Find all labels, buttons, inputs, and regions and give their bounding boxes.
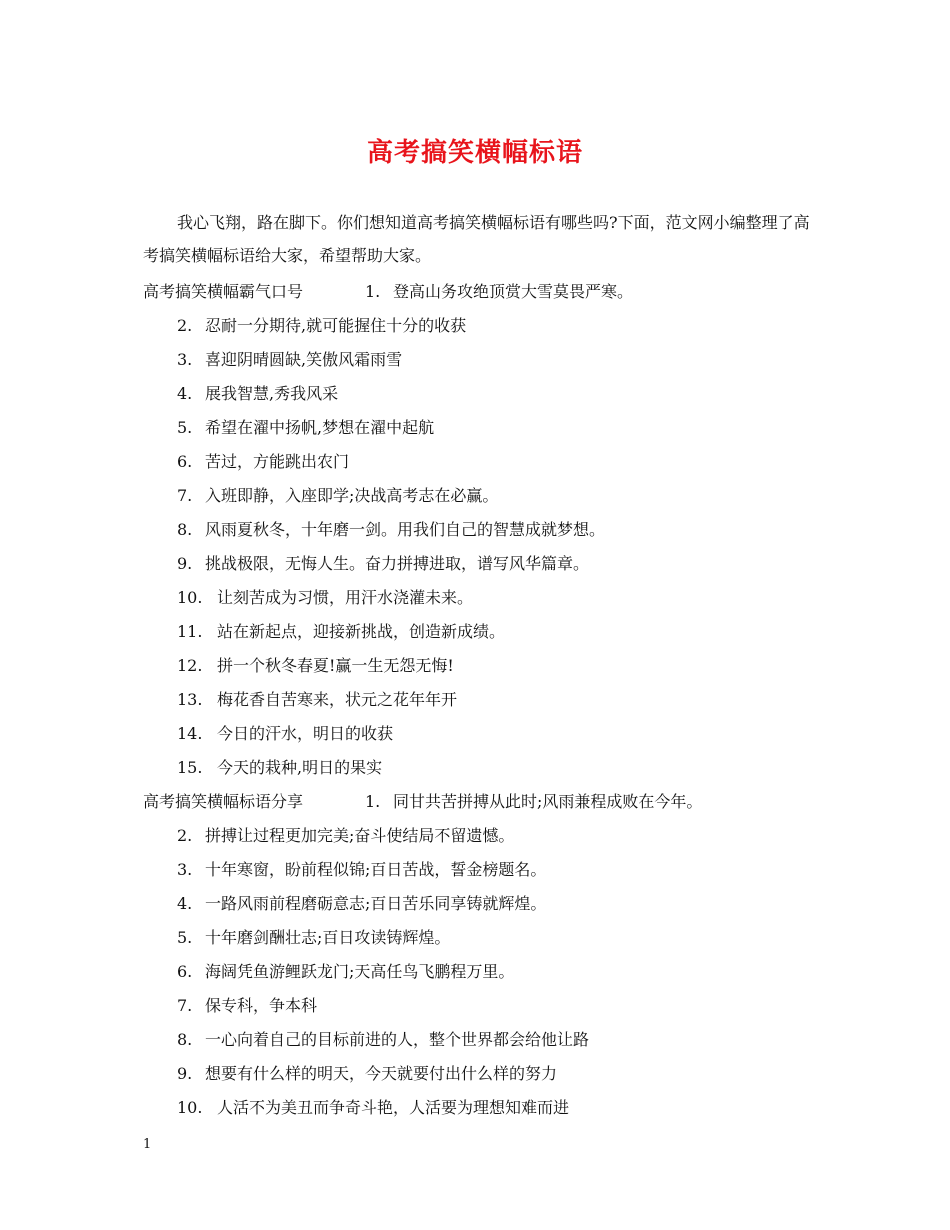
item-text: 一路风雨前程磨砺意志;百日苦乐同享铸就辉煌。 <box>205 894 547 913</box>
list-item <box>143 309 823 343</box>
list-item <box>143 1091 823 1125</box>
list-item <box>143 445 823 479</box>
item-number: 4. <box>177 384 193 403</box>
item-text: 入班即静，入座即学;决战高考志在必赢。 <box>205 486 499 505</box>
item-text: 十年寒窗，盼前程似锦;百日苦战，誓金榜题名。 <box>205 860 547 879</box>
slogan-list <box>143 275 823 1125</box>
item-text: 让刻苦成为习惯，用汗水浇灌未来。 <box>217 588 474 607</box>
item-number: 7. <box>177 486 193 505</box>
list-item <box>143 513 823 547</box>
item-text: 今天的栽种,明日的果实 <box>217 758 383 777</box>
item-number: 9. <box>177 1064 193 1083</box>
item-text: 希望在濯中扬帆,梦想在濯中起航 <box>205 418 435 437</box>
item-number: 5. <box>177 418 193 437</box>
section-heading: 高考搞笑横幅霸气口号 <box>143 282 304 301</box>
item-text: 梅花香自苦寒来，状元之花年年开 <box>217 690 458 709</box>
list-item <box>143 921 823 955</box>
item-text: 登高山务攻绝顶赏大雪莫畏严寒。 <box>393 282 634 301</box>
item-text: 喜迎阴晴圆缺,笑傲风霜雨雪 <box>205 350 403 369</box>
item-number: 3. <box>177 350 193 369</box>
item-text: 保专科，争本科 <box>205 996 318 1015</box>
item-number: 6. <box>177 962 193 981</box>
page-title: 高考搞笑横幅标语 <box>366 138 583 168</box>
item-text: 忍耐一分期待,就可能握住十分的收获 <box>205 316 467 335</box>
item-number: 6. <box>177 452 193 471</box>
list-item <box>143 581 823 615</box>
item-number: 9. <box>177 554 193 573</box>
item-number: 15. <box>177 758 203 777</box>
item-number: 2. <box>177 826 193 845</box>
list-item <box>143 887 823 921</box>
item-text: 同甘共苦拼搏从此时;风雨兼程成败在今年。 <box>393 792 703 811</box>
item-text: 站在新起点，迎接新挑战，创造新成绩。 <box>217 622 506 641</box>
item-number: 10. <box>177 588 203 607</box>
list-item <box>143 853 823 887</box>
item-text: 今日的汗水，明日的收获 <box>217 724 394 743</box>
list-item <box>143 547 823 581</box>
list-item <box>143 989 823 1023</box>
list-item <box>143 955 823 989</box>
list-item <box>143 683 823 717</box>
item-number: 12. <box>177 656 203 675</box>
intro-paragraph: 我心飞翔，路在脚下。你们想知道高考搞笑横幅标语有哪些吗?下面，范文网小编整理了高考搞笑横幅标语给大家，希望帮助大家。 <box>143 213 810 265</box>
item-text: 挑战极限，无悔人生。奋力拼搏进取，谱写风华篇章。 <box>205 554 590 573</box>
section-heading: 高考搞笑横幅标语分享 <box>143 792 304 811</box>
item-number: 4. <box>177 894 193 913</box>
item-number: 8. <box>177 1030 193 1049</box>
item-text: 展我智慧,秀我风采 <box>205 384 339 403</box>
list-item <box>143 343 823 377</box>
list-item <box>143 377 823 411</box>
item-text: 人活不为美丑而争奇斗艳，人活要为理想知难而进 <box>217 1098 570 1117</box>
item-number: 1. <box>365 282 381 301</box>
item-number: 11. <box>177 622 203 641</box>
item-number: 1. <box>365 792 381 811</box>
item-number: 14. <box>177 724 203 743</box>
item-text: 十年磨剑酬壮志;百日攻读铸辉煌。 <box>205 928 451 947</box>
item-number: 5. <box>177 928 193 947</box>
list-item <box>143 615 823 649</box>
item-text: 苦过，方能跳出农门 <box>205 452 350 471</box>
item-text: 想要有什么样的明天，今天就要付出什么样的努力 <box>205 1064 558 1083</box>
list-item <box>143 649 823 683</box>
item-text: 风雨夏秋冬，十年磨一剑。用我们自己的智慧成就梦想。 <box>205 520 606 539</box>
item-number: 10. <box>177 1098 203 1117</box>
item-number: 7. <box>177 996 193 1015</box>
section-heading-line <box>143 275 823 309</box>
page-number: 1 <box>143 1137 152 1152</box>
list-item <box>143 1023 823 1057</box>
item-number: 8. <box>177 520 193 539</box>
item-text: 拼搏让过程更加完美;奋斗使结局不留遗憾。 <box>205 826 515 845</box>
item-text: 海阔凭鱼游鲤跃龙门;天高任鸟飞鹏程万里。 <box>205 962 515 981</box>
list-item <box>143 1057 823 1091</box>
list-item <box>143 411 823 445</box>
item-text: 拼一个秋冬春夏!赢一生无怨无悔! <box>217 656 454 675</box>
list-item <box>143 751 823 785</box>
item-number: 3. <box>177 860 193 879</box>
item-number: 2. <box>177 316 193 335</box>
list-item <box>143 819 823 853</box>
item-number: 13. <box>177 690 203 709</box>
list-item <box>143 479 823 513</box>
section-heading-line <box>143 785 823 819</box>
item-text: 一心向着自己的目标前进的人，整个世界都会给他让路 <box>205 1030 590 1049</box>
list-item <box>143 717 823 751</box>
